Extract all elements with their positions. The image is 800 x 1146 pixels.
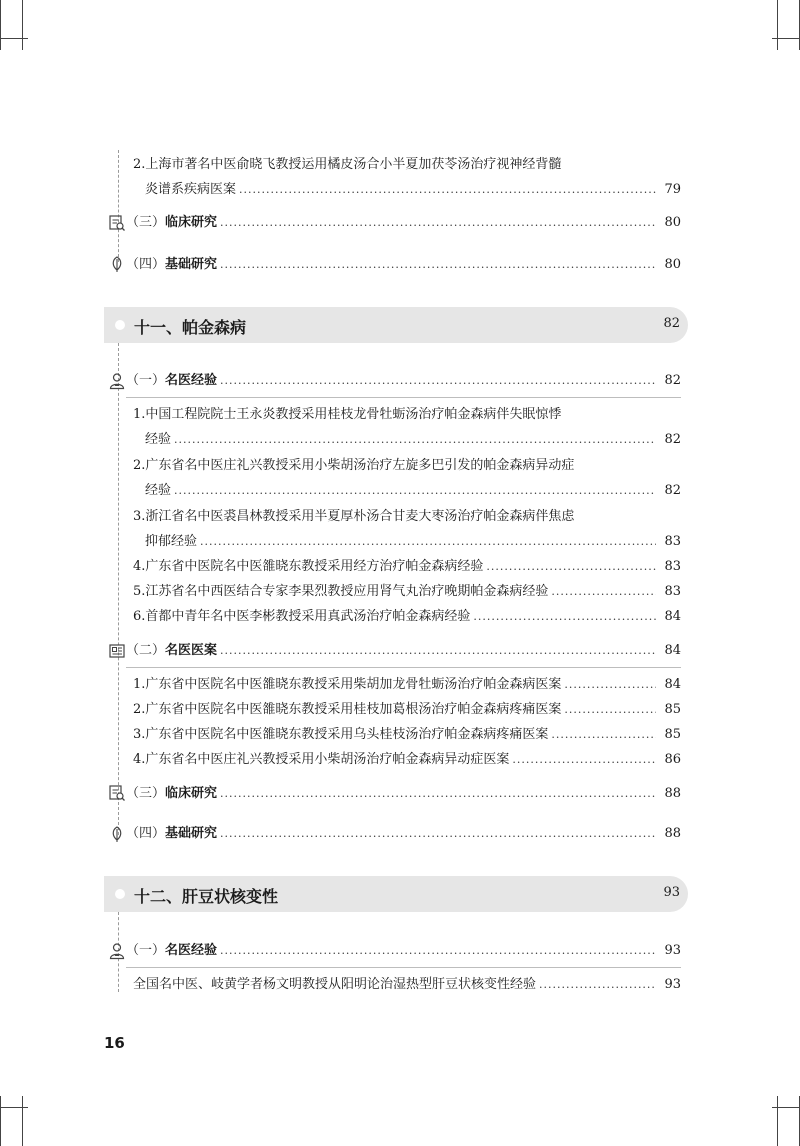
crop-mark [0,38,28,39]
leader-dots [200,534,656,550]
doctor-icon [108,942,126,960]
page-number: 16 [104,1034,125,1052]
toc-entry-line2: 经验 [145,432,172,447]
toc-entry[interactable] [133,752,681,768]
toc-entry-text: 全国名中医、岐黄学者杨文明教授从阳明论治湿热型肝豆状核变性经验 [133,977,537,992]
divider [126,967,681,968]
doctor-icon [108,372,126,390]
page-ref: 82 [664,483,681,498]
crop-mark [0,0,1,50]
toc-entry-line1[interactable]: 2.上海市著名中医俞晓飞教授运用橘皮汤合小半夏加茯苓汤治疗视神经背髓 [133,157,562,172]
toc-entry[interactable] [145,483,681,499]
chapter-title: 十二、肝豆状核变性 [134,887,279,906]
leader-dots [174,432,656,448]
subsection-number: （三） [126,215,166,230]
leader-dots [551,727,656,743]
subsection-number: （一） [126,943,166,958]
toc-subsection-basic[interactable] [126,826,681,842]
crop-mark [777,0,778,50]
toc-entry[interactable] [133,702,681,718]
toc-entry[interactable] [145,182,681,198]
leaf-pen-icon [108,255,126,273]
page-ref: 84 [664,677,681,692]
toc-entry-text: 3.广东省中医院名中医雒晓东教授采用乌头桂枝汤治疗帕金森病疼痛医案 [133,727,549,742]
page-ref: 82 [664,432,681,447]
page-ref: 82 [664,373,681,388]
crop-mark [0,1107,28,1108]
toc-entry-line2: 抑郁经验 [145,534,198,549]
chapter-page: 93 [663,885,680,900]
subsection-number: （四） [126,257,166,272]
leader-dots [551,584,656,600]
tree-connector [118,343,119,835]
crop-mark [22,0,23,50]
toc-entry[interactable] [145,432,681,448]
subsection-number: （四） [126,826,166,841]
page-ref: 93 [664,943,681,958]
page-ref: 80 [664,215,681,230]
leader-dots [473,609,656,625]
divider [126,667,681,668]
toc-entry-line1[interactable]: 2.广东省名中医庄礼兴教授采用小柴胡汤治疗左旋多巴引发的帕金森病异动症 [133,458,575,473]
chapter-banner[interactable] [104,876,688,912]
leaf-pen-icon [108,825,126,843]
toc-entry[interactable] [133,727,681,743]
toc-entry[interactable] [133,559,681,575]
bullet-dot [115,889,125,899]
crop-mark [772,1107,800,1108]
chapter-title: 十一、帕金森病 [134,318,247,337]
toc-subsection-clinical[interactable] [126,215,681,231]
page-ref: 85 [664,702,681,717]
crop-mark [22,1096,23,1146]
tree-connector [118,150,119,262]
toc-subsection-cases[interactable] [126,643,681,659]
toc-subsection-clinical[interactable] [126,786,681,802]
page-ref: 79 [664,182,681,197]
toc-entry[interactable] [145,534,681,550]
toc-entry-text: 5.江苏省名中西医结合专家李果烈教授应用肾气丸治疗晚期帕金森病经验 [133,584,549,599]
toc-entry-line2: 炎谱系疾病医案 [145,182,237,197]
leader-dots [174,483,656,499]
bullet-dot [115,320,125,330]
toc-entry[interactable] [133,977,681,993]
page-ref: 93 [664,977,681,992]
page-ref: 83 [664,534,681,549]
page-ref: 84 [664,643,681,658]
subsection-label: 临床研究 [165,786,218,801]
toc-entry-text: 4.广东省中医院名中医雒晓东教授采用经方治疗帕金森病经验 [133,559,484,574]
document-search-icon [108,784,126,802]
page-ref: 88 [664,826,681,841]
page-ref: 83 [664,584,681,599]
case-record-icon [108,642,126,660]
crop-mark [777,1096,778,1146]
toc-entry[interactable] [133,677,681,693]
crop-mark [0,1096,1,1146]
page-ref: 80 [664,257,681,272]
subsection-label: 名医经验 [165,943,218,958]
leader-dots [220,643,656,659]
toc-subsection-experience[interactable] [126,943,681,959]
crop-mark [772,38,800,39]
subsection-label: 名医经验 [165,373,218,388]
leader-dots [486,559,656,575]
page-ref: 83 [664,559,681,574]
toc-entry-text: 2.广东省中医院名中医雒晓东教授采用桂枝加葛根汤治疗帕金森病疼痛医案 [133,702,562,717]
leader-dots [539,977,656,993]
subsection-number: （三） [126,786,166,801]
chapter-banner[interactable] [104,307,688,343]
chapter-page: 82 [663,316,680,331]
subsection-label: 临床研究 [165,215,218,230]
leader-dots [512,752,656,768]
toc-entry-line1[interactable]: 3.浙江省名中医裘昌林教授采用半夏厚朴汤合甘麦大枣汤治疗帕金森病伴焦虑 [133,509,575,524]
subsection-number: （一） [126,373,166,388]
page-ref: 86 [664,752,681,767]
toc-entry-line2: 经验 [145,483,172,498]
toc-entry-line1[interactable]: 1.中国工程院院士王永炎教授采用桂枝龙骨牡蛎汤治疗帕金森病伴失眠惊悸 [133,407,562,422]
toc-entry[interactable] [133,609,681,625]
leader-dots [220,786,656,802]
leader-dots [564,702,656,718]
toc-entry-text: 6.首都中青年名中医李彬教授采用真武汤治疗帕金森病经验 [133,609,471,624]
leader-dots [220,257,656,273]
divider [126,397,681,398]
toc-entry-text: 1.广东省中医院名中医雒晓东教授采用柴胡加龙骨牡蛎汤治疗帕金森病医案 [133,677,562,692]
leader-dots [220,215,656,231]
toc-entry-text: 4.广东省名中医庄礼兴教授采用小柴胡汤治疗帕金森病异动症医案 [133,752,510,767]
toc-entry[interactable] [133,584,681,600]
toc-subsection-basic[interactable] [126,257,681,273]
toc-subsection-experience[interactable] [126,373,681,389]
subsection-number: （二） [126,643,166,658]
leader-dots [564,677,656,693]
leader-dots [220,943,656,959]
leader-dots [220,826,656,842]
leader-dots [239,182,656,198]
leader-dots [220,373,656,389]
page-ref: 84 [664,609,681,624]
page-ref: 88 [664,786,681,801]
document-search-icon [108,214,126,232]
subsection-label: 基础研究 [165,257,218,272]
subsection-label: 名医医案 [165,643,218,658]
subsection-label: 基础研究 [165,826,218,841]
page-ref: 85 [664,727,681,742]
